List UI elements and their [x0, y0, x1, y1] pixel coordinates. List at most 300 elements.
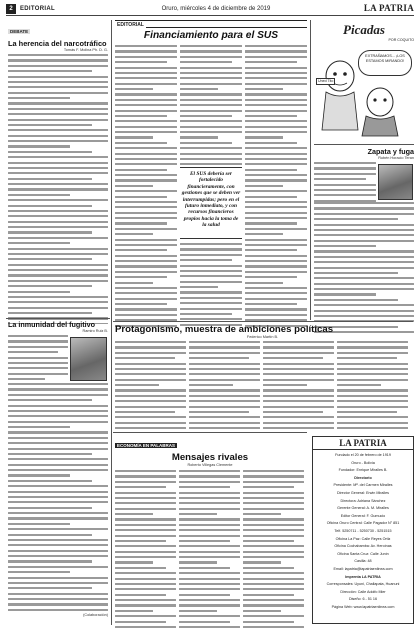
- text-line: [115, 314, 177, 316]
- text-line: [180, 142, 232, 144]
- text-line: [8, 269, 108, 271]
- text-line: [245, 169, 297, 171]
- text-line: [115, 346, 186, 348]
- text-line: [245, 276, 297, 278]
- text-line: [8, 291, 70, 293]
- text-line: [8, 178, 92, 180]
- text-line: [8, 496, 108, 498]
- cartoon-speech-bubble: EXTRAÑAMOS... ¡LOS ESTAMOS MIRANDO!: [358, 50, 412, 76]
- text-line: [245, 158, 307, 160]
- text-line: [115, 535, 176, 537]
- text-line: [245, 260, 307, 262]
- text-line: [115, 583, 176, 585]
- text-line: [115, 93, 177, 95]
- text-line: [243, 626, 304, 628]
- text-line: [115, 271, 177, 273]
- text-line: [243, 492, 304, 494]
- text-line: [8, 373, 68, 375]
- text-line: [314, 261, 414, 263]
- text-line: [115, 147, 177, 149]
- text-line: [115, 529, 176, 531]
- text-line: [8, 264, 108, 266]
- text-line: [179, 604, 240, 606]
- text-line: [8, 285, 92, 287]
- article-title-mensajes: Mensajes rivales: [171, 452, 249, 463]
- text-line: [115, 158, 177, 160]
- text-line: [8, 501, 108, 503]
- text-line: [8, 194, 70, 196]
- protagonismo-article: [115, 324, 410, 431]
- text-line: [115, 621, 166, 623]
- imprint-line: Fundador: Enrique Miralles B.: [338, 468, 388, 473]
- article-body-inmunidad-top: [8, 335, 68, 383]
- text-line: [337, 384, 381, 386]
- text-line: [8, 76, 108, 78]
- text-line: [179, 486, 230, 488]
- text-line: [180, 281, 242, 283]
- text-line: [245, 228, 307, 230]
- editorial-kicker: EDITORIAL: [117, 22, 144, 28]
- text-line: [115, 244, 177, 246]
- text-line: [115, 551, 176, 553]
- text-line: [180, 259, 232, 261]
- text-line: [115, 169, 167, 171]
- text-line: [245, 153, 307, 155]
- text-line: [179, 626, 240, 628]
- article-body-zapata-top: [314, 162, 376, 202]
- text-line: [180, 163, 242, 165]
- cartoon-drawing: [318, 56, 410, 138]
- text-line: [179, 518, 240, 520]
- text-line: [8, 367, 68, 369]
- article-byline-zapata: Rubén Horacio Teran: [378, 156, 414, 160]
- text-line: [180, 115, 232, 117]
- text-line: [179, 529, 240, 531]
- text-line: [243, 572, 304, 574]
- text-line: [115, 341, 186, 343]
- text-line: [115, 72, 177, 74]
- text-line: [115, 56, 177, 58]
- text-line: [189, 384, 233, 386]
- text-line: [115, 260, 177, 262]
- text-line: [243, 518, 304, 520]
- text-line: [8, 280, 108, 282]
- text-line: [243, 535, 304, 537]
- text-line: [337, 346, 408, 348]
- text-line: [8, 437, 108, 439]
- text-line: [179, 508, 240, 510]
- text-line: [263, 416, 334, 418]
- text-line: [245, 255, 307, 257]
- text-line: [8, 448, 108, 450]
- text-line: [115, 540, 166, 542]
- text-line: [8, 205, 92, 207]
- editorial-pull-quote: El SUS debería ser fortalecido financieramente, con gestiones que se deben ver interrumpidas; pero en el futuro inmediato, y con recursos financieros propios hacia la toma de la salud: [181, 171, 241, 229]
- imprint-box: [312, 436, 414, 624]
- text-line: [245, 61, 297, 63]
- text-line: [314, 250, 414, 252]
- columnist-photo-zapata: [378, 164, 413, 200]
- text-line: [8, 598, 108, 600]
- text-line: [115, 287, 177, 289]
- text-line: [245, 126, 307, 128]
- text-line: [314, 304, 414, 306]
- imprint-line: Directora: Adriana Sánchez: [340, 498, 386, 503]
- imprint-line: Dirección: Calle Adolfo Mier: [340, 589, 386, 594]
- text-line: [8, 188, 108, 190]
- text-line: [8, 507, 92, 509]
- text-line: [115, 88, 153, 90]
- text-line: [245, 233, 283, 235]
- text-line: [8, 54, 108, 56]
- text-line: [243, 540, 294, 542]
- text-line: [179, 572, 240, 574]
- text-line: [189, 406, 260, 408]
- text-line: [115, 588, 176, 590]
- article-body-herencia: [8, 54, 108, 324]
- text-line: [243, 497, 304, 499]
- text-line: [8, 172, 108, 174]
- text-line: [189, 379, 260, 381]
- text-line: [245, 77, 307, 79]
- text-line: [179, 475, 240, 477]
- text-line: [8, 346, 68, 348]
- article-title-protagonismo: Protagonismo, muestra de ambiciones políticas: [115, 324, 334, 335]
- text-line: [115, 513, 153, 515]
- text-line: [243, 475, 304, 477]
- page-header: [6, 4, 414, 16]
- text-line: [8, 431, 108, 433]
- text-line: [263, 373, 334, 375]
- text-line: [8, 59, 108, 61]
- text-line: [115, 416, 186, 418]
- text-line: [180, 297, 242, 299]
- text-line: [245, 72, 307, 74]
- text-line: [8, 539, 108, 541]
- text-line: [8, 571, 70, 573]
- text-line: [189, 368, 260, 370]
- text-line: [245, 88, 283, 90]
- text-line: [8, 378, 45, 380]
- text-line: [115, 486, 166, 488]
- text-line: [243, 502, 304, 504]
- text-line: [8, 296, 108, 298]
- text-line: [314, 178, 366, 180]
- editorial-body-col1: [115, 45, 177, 327]
- text-line: [314, 288, 414, 290]
- text-line: [245, 206, 307, 208]
- text-line: [189, 416, 260, 418]
- text-line: [115, 255, 177, 257]
- text-line: [8, 534, 92, 536]
- text-line: [243, 621, 294, 623]
- imprint-line: Oficina Cochabamba: Av. Heroínas: [334, 544, 392, 549]
- text-line: [263, 389, 334, 391]
- text-line: [8, 274, 108, 276]
- text-line: [179, 551, 240, 553]
- text-line: [180, 131, 242, 133]
- text-line: [245, 201, 307, 203]
- text-line: [8, 301, 108, 303]
- text-line: [314, 213, 414, 215]
- text-line: [115, 174, 177, 176]
- text-line: [263, 422, 334, 424]
- text-line: [243, 594, 294, 596]
- text-line: [243, 545, 304, 547]
- text-line: [179, 524, 240, 526]
- columnist-photo: [70, 337, 107, 381]
- text-line: [179, 567, 230, 569]
- text-line: [8, 555, 108, 557]
- imprint-line: Telf. 5250711 - 5250730 - 5251515: [334, 528, 392, 533]
- text-line: [189, 373, 260, 375]
- text-line: [180, 72, 242, 74]
- text-line: [337, 389, 408, 391]
- text-line: [179, 583, 240, 585]
- text-line: [245, 212, 307, 214]
- text-line: [115, 615, 176, 617]
- text-line: [243, 599, 304, 601]
- text-line: [245, 50, 307, 52]
- text-line: [8, 210, 108, 212]
- text-line: [180, 158, 242, 160]
- text-line: [243, 524, 304, 526]
- text-line: [115, 61, 167, 63]
- text-line: [8, 512, 108, 514]
- text-line: [189, 346, 260, 348]
- text-line: [115, 406, 186, 408]
- text-line: [8, 410, 108, 412]
- text-line: [8, 405, 108, 407]
- imprint-line: Corresponsales: Uyuni, Challapata, Huanuni: [326, 582, 400, 587]
- text-line: [337, 379, 408, 381]
- text-line: [8, 199, 108, 201]
- text-line: [8, 517, 108, 519]
- text-line: [314, 245, 376, 247]
- text-line: [115, 524, 176, 526]
- text-line: [245, 99, 307, 101]
- imprint-line: Casilla: 48: [354, 559, 372, 564]
- text-line: [115, 518, 176, 520]
- text-line: [8, 399, 92, 401]
- text-line: [314, 173, 376, 175]
- text-line: [8, 162, 108, 164]
- text-line: [115, 120, 177, 122]
- text-line: [115, 142, 167, 144]
- text-line: [180, 248, 242, 250]
- text-line: [179, 615, 240, 617]
- text-line: [263, 346, 334, 348]
- text-line: [8, 253, 108, 255]
- text-line: [8, 458, 108, 460]
- text-line: [8, 156, 108, 158]
- text-line: [179, 578, 240, 580]
- text-line: [245, 282, 283, 284]
- right-column: [314, 20, 414, 335]
- editorial-section: [115, 20, 307, 327]
- text-line: [245, 179, 307, 181]
- text-line: [189, 411, 249, 413]
- text-line: [180, 77, 242, 79]
- text-line: [314, 277, 414, 279]
- text-line: [115, 99, 177, 101]
- text-line: [8, 97, 70, 99]
- text-line: [314, 240, 414, 242]
- text-line: [245, 45, 307, 47]
- article-body-zapata: [314, 202, 414, 335]
- text-line: [115, 363, 186, 365]
- text-line: [8, 237, 108, 239]
- text-line: [115, 206, 177, 208]
- editorial-body-col3: [245, 45, 307, 327]
- imprint-line: Editor General: F. Gumucio: [340, 513, 386, 518]
- text-line: [180, 275, 242, 277]
- imprint-line: Gerente General: A. M. Miralles: [337, 506, 389, 511]
- text-line: [8, 566, 108, 568]
- article-byline-protagonismo: Federico Martín B.: [246, 335, 279, 339]
- text-line: [337, 400, 408, 402]
- text-line: [115, 265, 177, 267]
- imprint-line: Imprenta LA PATRIA: [345, 574, 381, 579]
- text-line: [263, 352, 334, 354]
- text-line: [180, 308, 242, 310]
- article-byline-herencia: Tomás F. Molina Ph. D. G.: [63, 48, 108, 52]
- text-line: [8, 231, 92, 233]
- article-body-inmunidad: [8, 383, 108, 613]
- text-line: [115, 196, 167, 198]
- text-line: [8, 491, 108, 493]
- text-line: [337, 422, 408, 424]
- text-line: [115, 110, 177, 112]
- text-line: [115, 352, 186, 354]
- text-line: [8, 421, 108, 423]
- text-line: [115, 131, 177, 133]
- text-line: [179, 621, 230, 623]
- text-line: [115, 217, 177, 219]
- text-line: [314, 202, 414, 204]
- text-line: [8, 362, 68, 364]
- text-line: [115, 357, 175, 359]
- text-line: [337, 357, 397, 359]
- text-line: [179, 502, 240, 504]
- text-line: [243, 513, 281, 515]
- text-line: [115, 594, 166, 596]
- text-line: [245, 93, 307, 95]
- text-line: [189, 363, 260, 365]
- text-line: [8, 453, 92, 455]
- imprint-line: Director General: Erwin Miralles: [336, 490, 390, 495]
- text-line: [337, 352, 408, 354]
- text-line: [179, 594, 230, 596]
- text-line: [180, 243, 242, 245]
- text-line: [115, 626, 176, 628]
- article-byline-mensajes: Roberto Villegas Clemente: [187, 463, 233, 467]
- text-line: [8, 129, 108, 131]
- text-line: [245, 142, 297, 144]
- text-line: [115, 373, 186, 375]
- text-line: [115, 222, 167, 224]
- text-line: [8, 151, 92, 153]
- text-line: [314, 267, 414, 269]
- text-line: [245, 244, 307, 246]
- text-line: [8, 474, 70, 476]
- text-line: [243, 529, 304, 531]
- text-line: [245, 110, 307, 112]
- text-line: [115, 292, 177, 294]
- text-line: [8, 383, 108, 385]
- text-line: [245, 303, 297, 305]
- imprint-line: Página Web: www.lapatriaenlinea.com: [331, 604, 395, 609]
- text-line: [115, 228, 177, 230]
- text-line: [179, 492, 240, 494]
- text-line: [8, 480, 92, 482]
- text-line: [337, 416, 408, 418]
- text-line: [314, 207, 414, 209]
- editorial-body-col2b: [180, 243, 242, 327]
- text-line: [115, 379, 186, 381]
- text-line: [8, 415, 108, 417]
- text-line: [337, 368, 408, 370]
- text-line: [115, 50, 177, 52]
- text-line: [179, 545, 240, 547]
- text-line: [8, 528, 108, 530]
- text-line: [115, 411, 175, 413]
- text-line: [314, 315, 414, 317]
- text-line: [179, 556, 240, 558]
- text-line: [115, 201, 177, 203]
- text-line: [8, 86, 108, 88]
- text-line: [8, 469, 108, 471]
- text-line: [115, 610, 153, 612]
- text-line: [245, 136, 283, 138]
- text-line: [180, 291, 242, 293]
- text-line: [8, 242, 70, 244]
- text-line: [263, 379, 334, 381]
- text-line: [179, 561, 217, 563]
- text-line: [243, 561, 281, 563]
- imprint-line: Directorio: [354, 475, 372, 480]
- text-line: [263, 341, 334, 343]
- text-line: [337, 341, 408, 343]
- text-line: [189, 427, 260, 429]
- text-line: [8, 135, 108, 137]
- text-line: [8, 582, 108, 584]
- text-line: [180, 136, 218, 138]
- text-line: [180, 88, 218, 90]
- text-line: [314, 184, 376, 186]
- text-line: [115, 545, 176, 547]
- section-name: EDITORIAL: [20, 6, 55, 12]
- text-line: [189, 395, 260, 397]
- text-line: [115, 179, 177, 181]
- text-line: [180, 302, 242, 304]
- text-line: [245, 314, 307, 316]
- text-line: [8, 65, 108, 67]
- text-line: [314, 256, 414, 258]
- economia-kicker: ECONOMÍA EN PALABRAS: [117, 443, 176, 448]
- text-line: [180, 270, 242, 272]
- text-line: [115, 384, 159, 386]
- text-line: [180, 286, 218, 288]
- text-line: [8, 550, 108, 552]
- text-line: [8, 587, 92, 589]
- cartoon-box: [314, 22, 414, 140]
- text-line: [263, 368, 334, 370]
- text-line: [245, 115, 297, 117]
- text-line: [179, 540, 230, 542]
- text-line: [115, 136, 153, 138]
- text-line: [314, 224, 414, 226]
